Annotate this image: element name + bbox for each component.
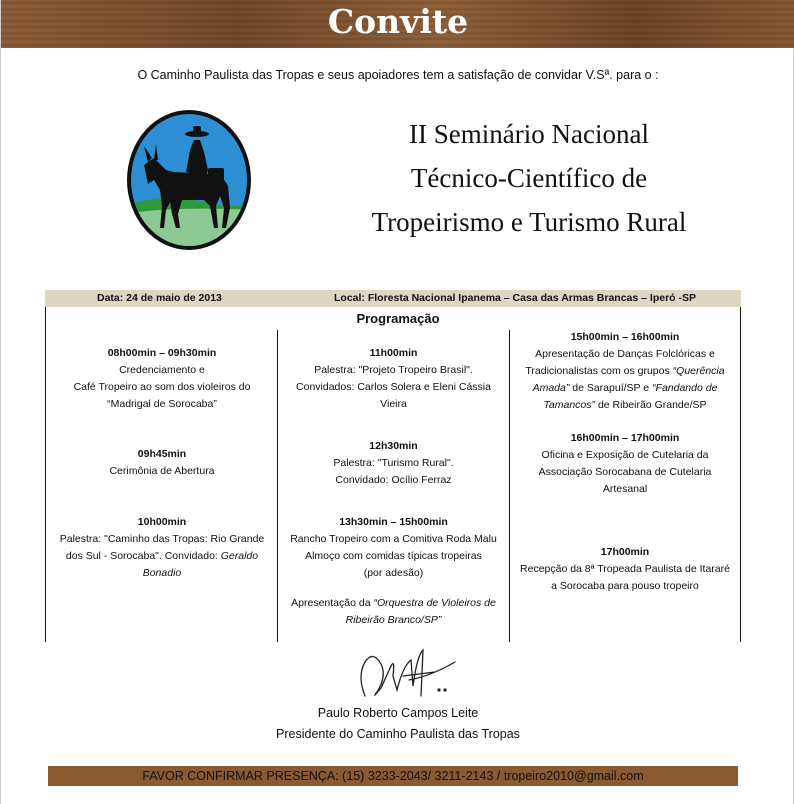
schedule-time: 17h00min: [600, 546, 650, 558]
schedule-text: [278, 595, 509, 612]
schedule-text: Cerimônia de Abertura: [109, 465, 215, 477]
schedule-time: 16h00min – 17h00min: [570, 432, 680, 444]
schedule-text: [510, 380, 740, 397]
schedule-text: Associação Sorocabana de Cutelaria: [538, 466, 712, 478]
schedule-text-part: de Ribeirão Grande/SP: [595, 399, 707, 411]
header-banner: [1, 0, 794, 48]
schedule-text: (por adesão): [363, 567, 424, 579]
schedule-text: Recepção da 8ª Tropeada Paulista de Itararé: [520, 563, 730, 575]
schedule-text: Palestra: "Projeto Tropeiro Brasil".: [314, 364, 473, 376]
schedule-item: [278, 438, 509, 489]
schedule-text: [510, 363, 740, 380]
schedule-text-italic: Ribeirão Branco/SP”: [345, 614, 442, 626]
schedule-text-italic: Bonadio: [142, 567, 182, 579]
schedule-text: Almoço com comidas típicas tropeiras: [305, 550, 482, 562]
schedule-text: Café Tropeiro ao som dos violeiros do: [73, 381, 251, 393]
right-border: [740, 307, 741, 642]
schedule-time: 15h00min – 16h00min: [570, 331, 680, 343]
schedule-text-part: de Sarapuí/SP e: [569, 382, 653, 394]
schedule-text: Convidados: Carlos Solera e Eleni Cássia: [296, 381, 491, 393]
schedule-text: [510, 397, 740, 414]
event-title-line-2: Técnico-Científico de: [410, 163, 648, 193]
schedule-text: Artesanal: [602, 483, 648, 495]
event-location: Local: Floresta Nacional Ipanema – Casa das Armas Brancas – Iperó -SP: [334, 292, 697, 304]
schedule-item: [47, 345, 277, 413]
schedule-item: [278, 595, 509, 629]
event-title-line-3: Tropeirismo e Turismo Rural: [371, 207, 687, 237]
schedule-text: [47, 548, 277, 565]
signatory-name: Paulo Roberto Campos Leite: [317, 706, 479, 720]
schedule-text: “Madrigal de Sorocaba”: [107, 398, 217, 410]
schedule-text: Palestra: "Caminho das Tropas: Rio Grande: [59, 533, 265, 545]
event-date: Data: 24 de maio de 2013: [97, 292, 222, 304]
rsvp-footer: FAVOR CONFIRMAR PRESENÇA: (15) 3233-2043/ 3211-2143 / tropeiro2010@gmail.com: [48, 766, 738, 786]
schedule-text: Credenciamento e: [119, 364, 205, 376]
tropeiro-logo-icon: [124, 110, 254, 250]
schedule-item: [278, 514, 509, 582]
schedule-text-italic: Tamancos”: [543, 399, 596, 411]
schedule-text-part: Tradicionalistas com os grupos: [525, 365, 673, 377]
invitation-intro: O Caminho Paulista das Tropas e seus apoiadores tem a satisfação de convidar V.Sª. para o :: [137, 68, 659, 82]
schedule-time: 10h00min: [137, 516, 187, 528]
header-title: Convite: [327, 2, 469, 41]
schedule-text: Palestra: "Turismo Rural".: [333, 457, 454, 469]
schedule-item: [47, 446, 277, 480]
schedule-text: Oficina e Exposição de Cutelaria da: [541, 449, 709, 461]
schedule-item: [47, 514, 277, 582]
event-title: [319, 112, 739, 244]
schedule-text-part: dos Sul - Sorocaba". Convidado:: [65, 550, 221, 562]
schedule-text: Convidado: Ocílio Ferraz: [335, 474, 452, 486]
left-border: [45, 307, 46, 642]
programacao-heading: Programação: [356, 311, 440, 326]
schedule-text-italic: “Fandando de: [652, 382, 718, 394]
schedule-text-italic: “Orquestra de Violeiros de: [373, 597, 496, 609]
schedule-item: [510, 544, 740, 595]
schedule-time: 12h30min: [369, 440, 418, 452]
schedule-text: Rancho Tropeiro com a Comitiva Roda Malu: [290, 533, 497, 545]
schedule-time: 08h00min – 09h30min: [107, 347, 217, 359]
signature-image: [351, 636, 461, 708]
schedule-text-italic: “Querência: [672, 365, 725, 377]
schedule-text-part: Apresentação da: [291, 597, 374, 609]
event-title-line-1: II Seminário Nacional: [409, 119, 649, 149]
schedule-item: [510, 329, 740, 414]
schedule-text: Apresentação de Danças Folclóricas e: [535, 348, 715, 360]
schedule-time: 09h45min: [137, 448, 187, 460]
schedule-item: [510, 430, 740, 498]
schedule-text: Vieira: [380, 398, 407, 410]
signatory-role: Presidente do Caminho Paulista das Tropas: [276, 727, 520, 741]
schedule-text-italic: Geraldo: [220, 550, 259, 562]
schedule-time: 13h30min – 15h00min: [339, 516, 448, 528]
schedule-text-italic: Amada”: [532, 382, 570, 394]
event-info-bar: [45, 290, 741, 307]
schedule-time: 11h00min: [369, 347, 418, 359]
schedule-item: [278, 345, 509, 413]
schedule-text: a Sorocaba para pouso tropeiro: [551, 580, 699, 592]
